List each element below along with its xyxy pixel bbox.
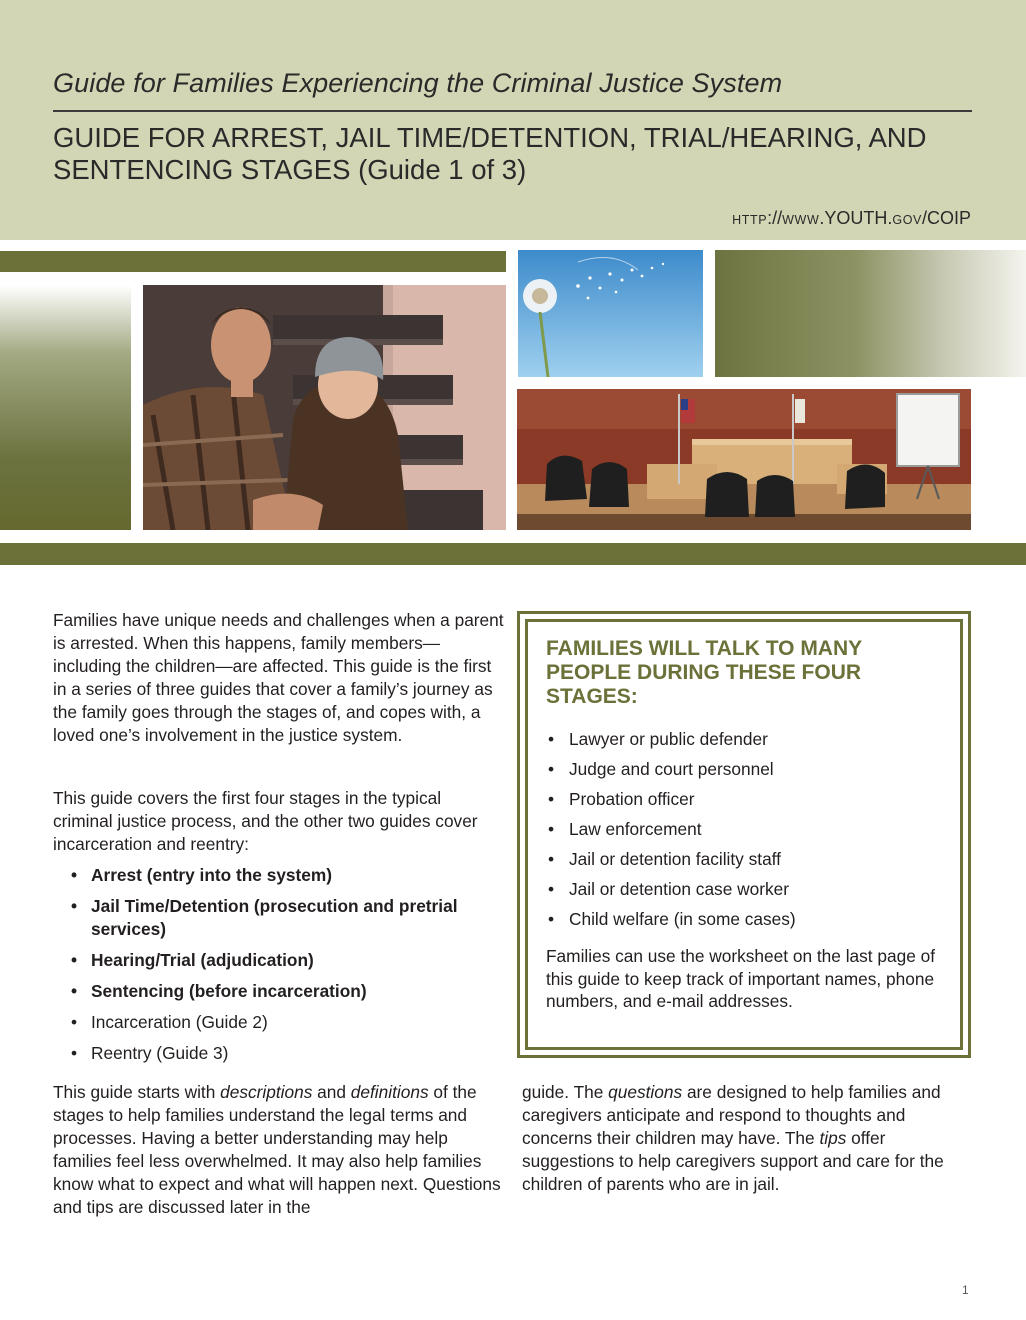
- list-item: • Jail or detention facility staff: [548, 847, 796, 877]
- list-item: • Incarceration (Guide 2): [71, 1011, 501, 1034]
- list-item: • Lawyer or public defender: [548, 727, 796, 757]
- header-url[interactable]: HTTP://WWW.YOUTH.GOV/COIP: [732, 208, 971, 228]
- list-item: • Judge and court personnel: [548, 757, 796, 787]
- list-item: • Child welfare (in some cases): [548, 907, 796, 937]
- closing-paragraph-right: guide. The questions are designed to help families and caregivers anticipate and respond to thoughts and concerns their children may have. The tips offer suggestions to help caregivers support and care for the children of parents who are in jail.: [522, 1082, 944, 1195]
- stages-intro-paragraph: This guide covers the first four stages in the typical criminal justice process, and the other two guides cover incarceration and reentry:: [53, 788, 478, 855]
- closing-paragraph-left: This guide starts with descriptions and definitions of the stages to help families understand the legal terms and processes. Having a better understanding may help families feel less overwhelmed. It may also help families know what to expect and what will happen next. Questions and tips are discussed later in the: [53, 1082, 501, 1218]
- gradient-panel-left: [0, 285, 131, 530]
- dandelion-photo: [518, 250, 703, 377]
- worksheet-note: Families can use the worksheet on the last page of this guide to keep track of important names, phone numbers, and e-mail addresses.: [546, 946, 936, 1012]
- list-item: • Sentencing (before incarceration): [71, 980, 501, 1003]
- intro-paragraph: Families have unique needs and challenges when a parent is arrested. When this happens, family members—including the children—are affected. This guide is the first in a series of three guides that cover a family’s journey as the family goes through the stages of, and copes with, a loved one’s involvement in the justice system.: [53, 610, 504, 746]
- list-item: • Reentry (Guide 3): [71, 1042, 501, 1065]
- page-number: 1: [962, 1283, 969, 1297]
- header-divider: [53, 110, 972, 112]
- olive-bar-top: [0, 251, 506, 272]
- list-item: • Hearing/Trial (adjudication): [71, 949, 501, 972]
- sidebar-box-heading: FAMILIES WILL TALK TO MANY PEOPLE DURING THESE FOUR STAGES:: [546, 637, 862, 708]
- family-photo: [143, 285, 506, 530]
- header-band: [0, 0, 1026, 240]
- series-title: Guide for Families Experiencing the Criminal Justice System: [53, 68, 783, 98]
- olive-bar-bottom: [0, 543, 1026, 565]
- list-item: • Law enforcement: [548, 817, 796, 847]
- courtroom-photo: [517, 389, 971, 530]
- gradient-panel-right: [715, 250, 1026, 377]
- list-item: • Probation officer: [548, 787, 796, 817]
- guide-title: GUIDE FOR ARREST, JAIL TIME/DETENTION, TRIAL/HEARING, AND SENTENCING STAGES (Guide 1 of 3): [53, 122, 927, 185]
- list-item: • Arrest (entry into the system): [71, 864, 501, 887]
- list-item: • Jail Time/Detention (prosecution and pretrial services): [71, 895, 501, 941]
- list-item: • Jail or detention case worker: [548, 877, 796, 907]
- contacts-list: [548, 727, 796, 937]
- stage-list: [71, 864, 501, 1073]
